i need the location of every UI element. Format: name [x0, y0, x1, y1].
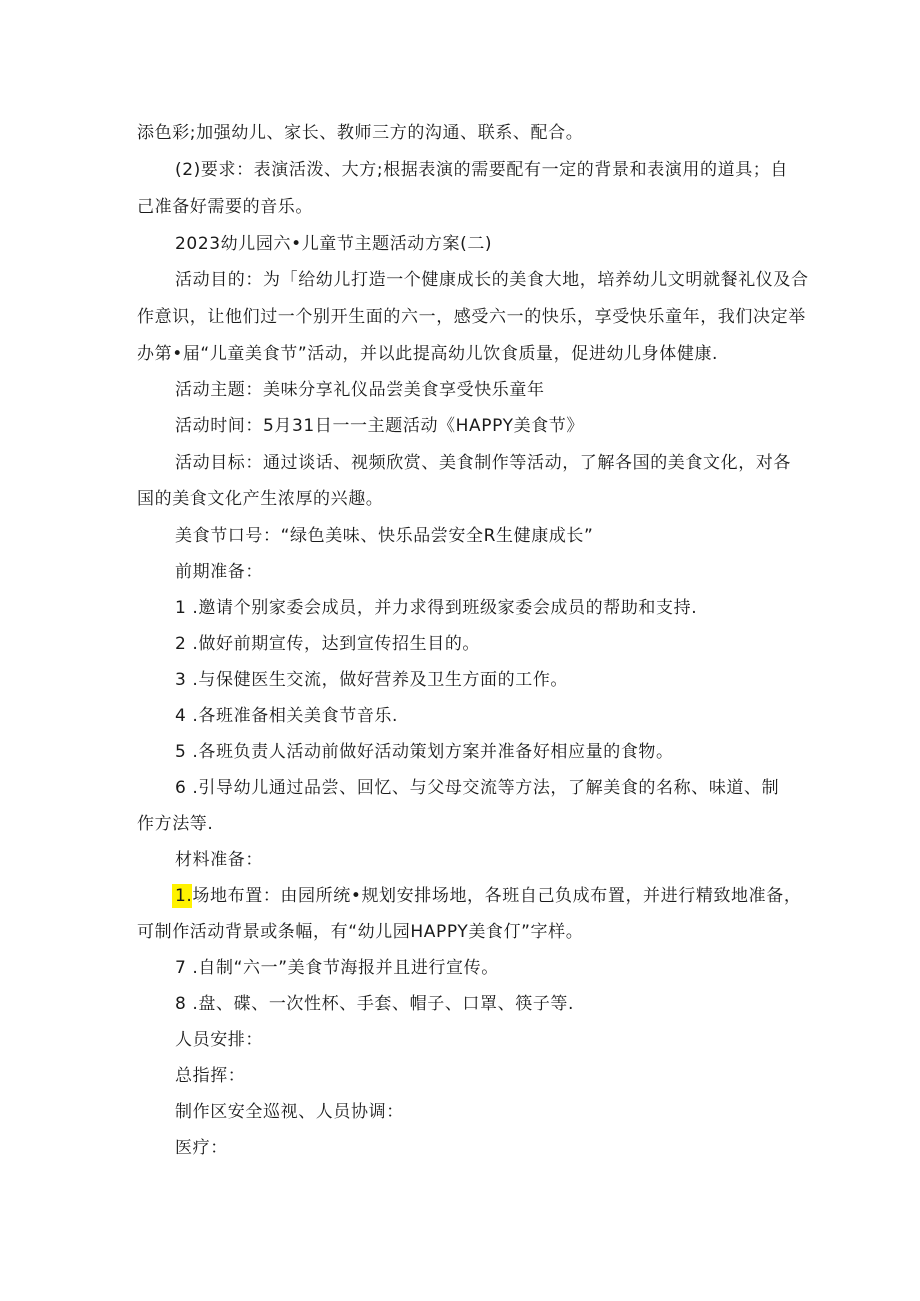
list-item: 3 .与保健医生交流，做好营养及卫生方面的工作。 — [175, 670, 569, 690]
section-heading: 2023幼儿园六•儿童节主题活动方案(二) — [175, 234, 493, 254]
list-item: 6 .引导幼儿通过品尝、回忆、与父母交流等方法，了解美食的名称、味道、制 — [175, 778, 780, 798]
text-line: 活动时间：5月31日一一主题活动《HAPPY美食节》 — [175, 416, 584, 436]
list-item: 1 .邀请个别家委会成员，并力求得到班级家委会成员的帮助和支持. — [175, 598, 698, 618]
text-line: 制作区安全巡视、人员协调： — [175, 1102, 404, 1122]
text-line: 作方法等. — [137, 814, 214, 834]
text-line: 总指挥： — [175, 1066, 246, 1086]
list-item-text: 场地布置：由园所统•规划安排场地，各班自己负成布置，并进行精致地准备， — [192, 886, 802, 906]
text-line: 人员安排： — [175, 1030, 263, 1050]
text-line: (2)要求：表演活泼、大方;根据表演的需要配有一定的背景和表演用的道具；自 — [175, 160, 789, 180]
list-item: 4 .各班准备相关美食节音乐. — [175, 706, 399, 726]
text-line: 前期准备： — [175, 562, 263, 582]
text-line: 材料准备： — [175, 850, 263, 870]
highlighted-number: 1. — [172, 884, 192, 908]
text-line: 医疗： — [175, 1138, 228, 1158]
list-item: 8 .盘、碟、一次性杯、手套、帽子、口罩、筷子等. — [175, 994, 575, 1014]
text-line: 国的美食文化产生浓厚的兴趣。 — [137, 489, 384, 509]
text-line: 可制作活动背景或条幅，有“幼儿园HAPPY美食仃”字样。 — [137, 922, 584, 942]
list-item: 7 .自制“六一”美食节海报并且进行宣传。 — [175, 958, 499, 978]
list-item: 5 .各班负责人活动前做好活动策划方案并准备好相应量的食物。 — [175, 742, 674, 762]
text-line: 作意识，让他们过一个别开生面的六一，感受六一的快乐，享受快乐童年，我们决定举 — [137, 307, 806, 327]
text-line: 办第•届“儿童美食节”活动，并以此提高幼儿饮食质量，促进幼儿身体健康. — [137, 344, 719, 364]
text-line: 添色彩;加强幼儿、家长、教师三方的沟通、联系、配合。 — [137, 123, 584, 143]
text-line: 美食节口号：“绿色美味、快乐品尝安全R生健康成长” — [175, 526, 594, 546]
text-line: 活动目的：为「给幼儿打造一个健康成长的美食大地，培养幼儿文明就餐礼仪及合 — [175, 270, 809, 290]
text-line: 活动目标：通过谈话、视频欣赏、美食制作等活动，了解各国的美食文化，对各 — [175, 453, 791, 473]
list-item — [172, 886, 801, 906]
text-line: 活动主题：美味分享礼仪品尝美食享受快乐童年 — [175, 380, 545, 400]
text-line: 己准备好需要的音乐。 — [137, 197, 313, 217]
list-item: 2 .做好前期宣传，达到宣传招生目的。 — [175, 634, 481, 654]
